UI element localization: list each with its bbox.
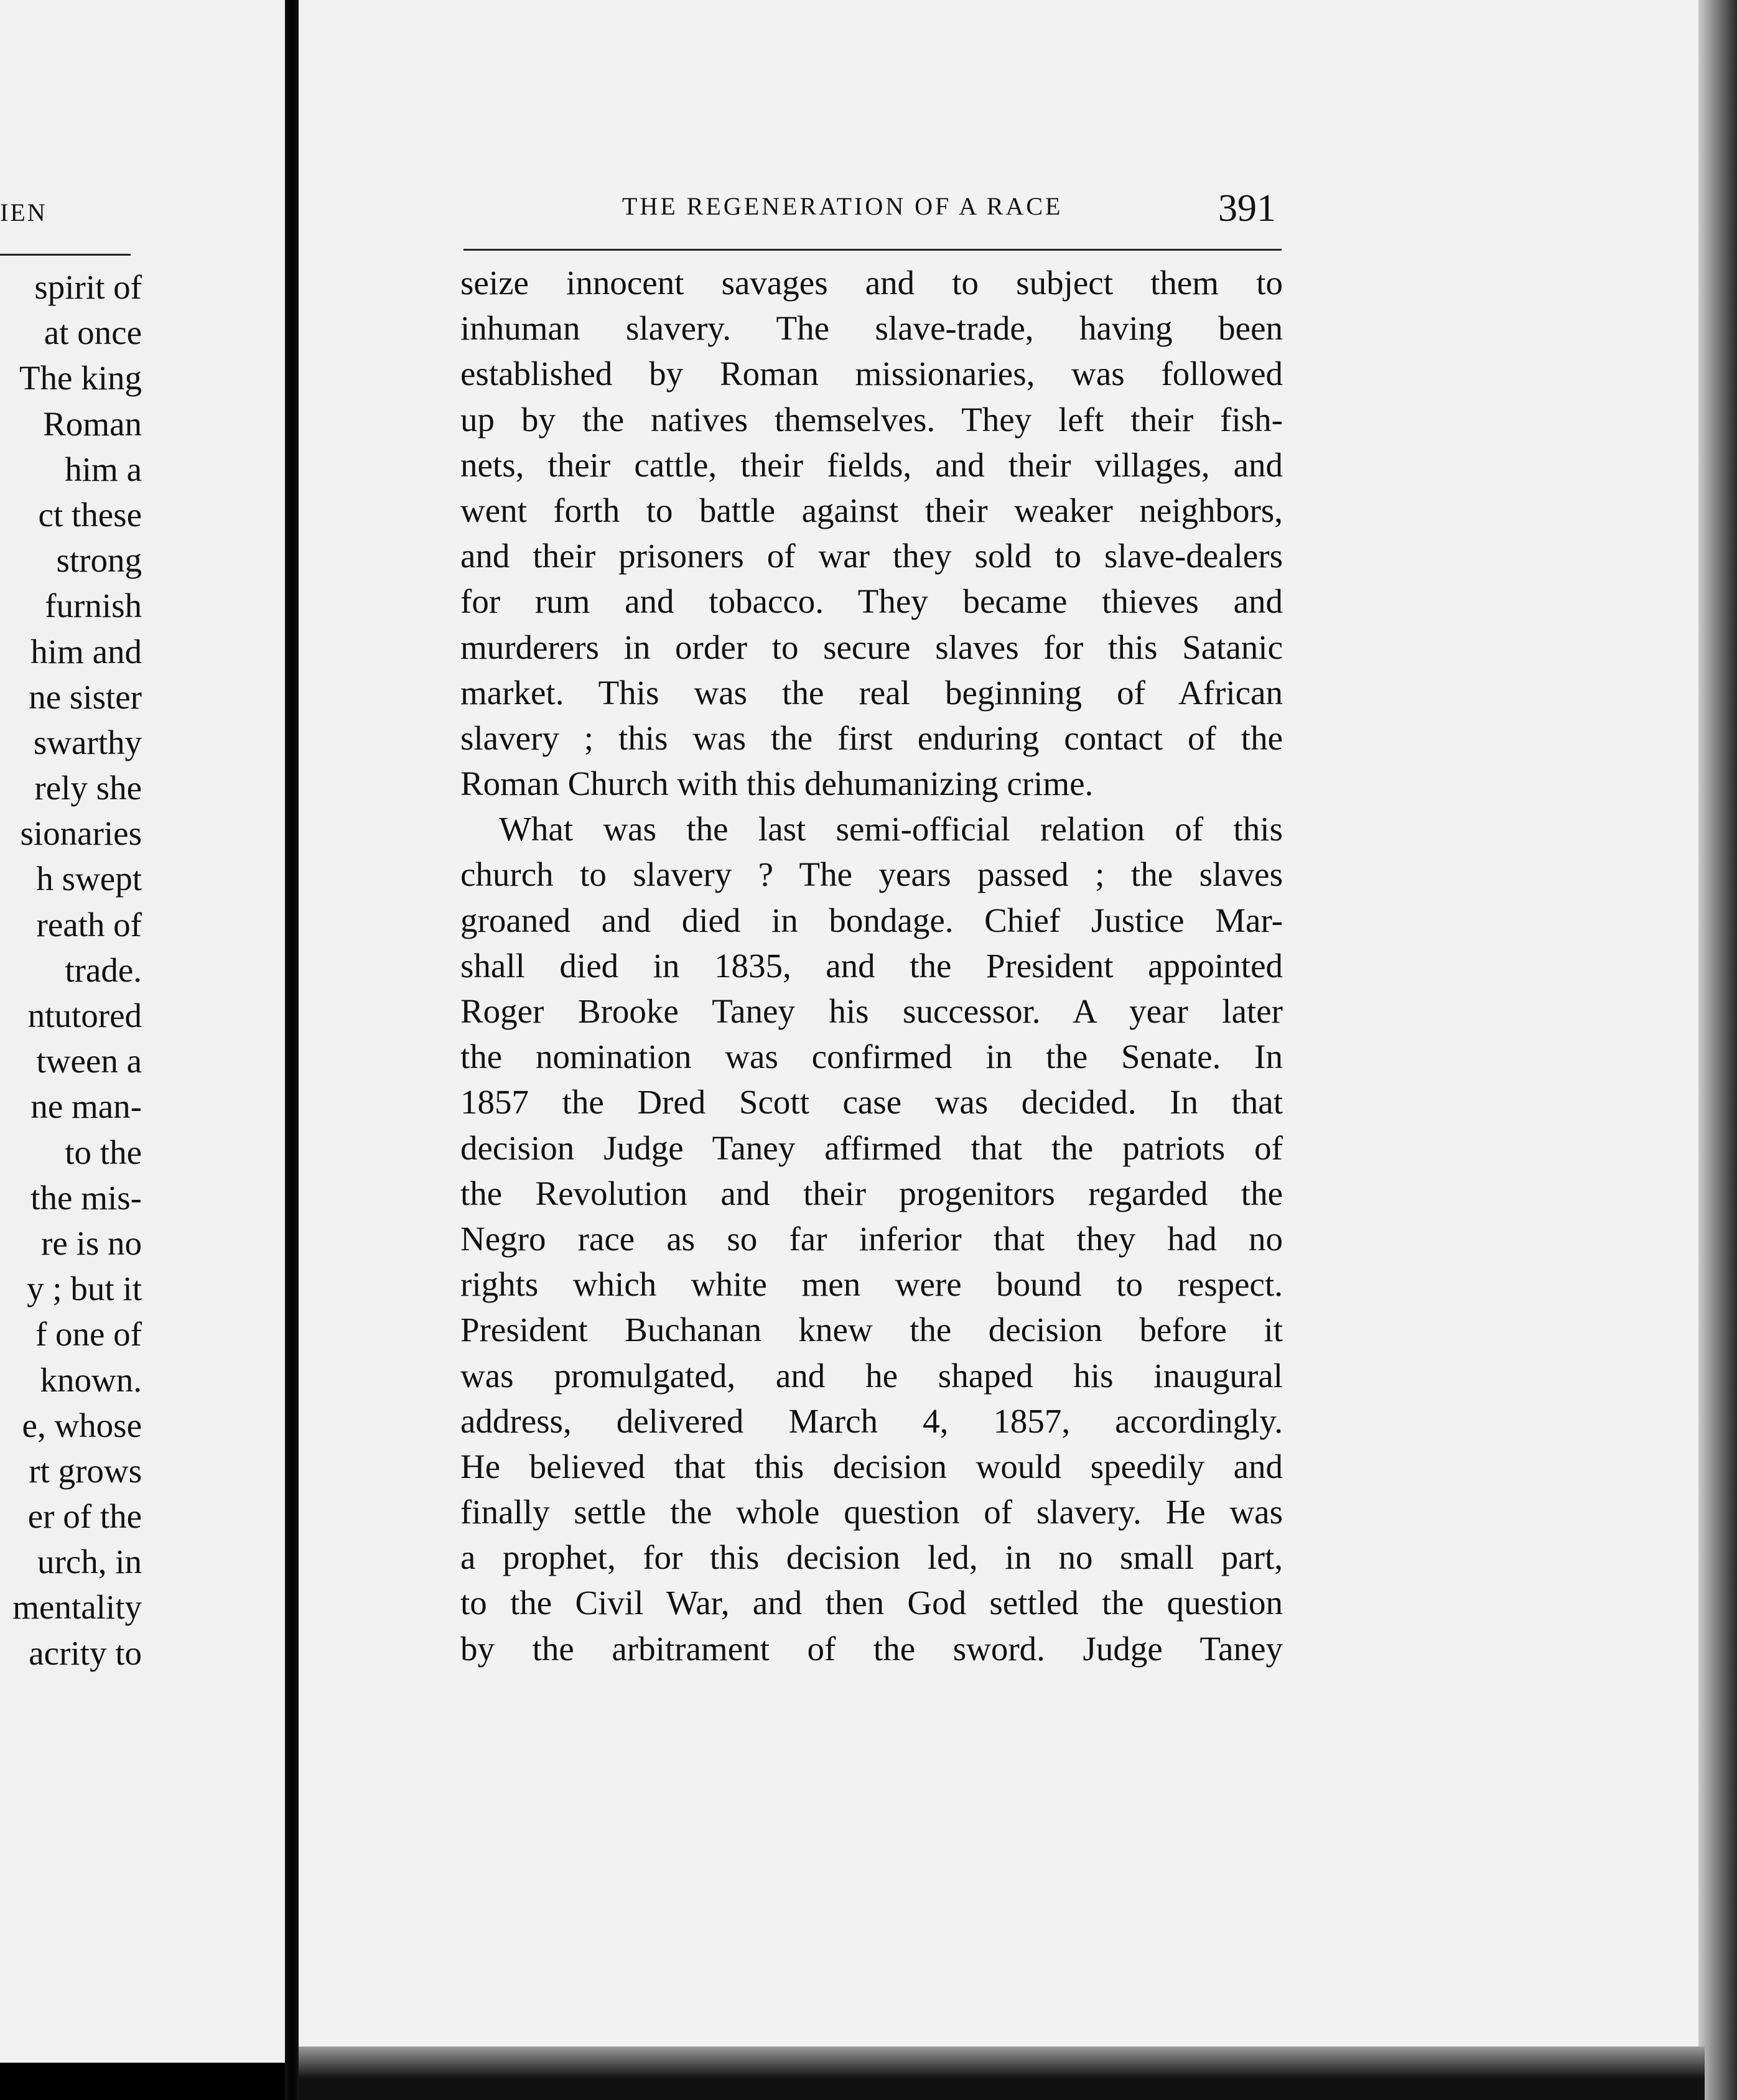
left-text-line: acrity to [29,1633,142,1672]
left-text-line: re is no [41,1224,142,1262]
text-line: seize innocent savages and to subject them to [460,264,1283,302]
left-text-line: spirit of [34,268,142,306]
text-line: Roger Brooke Taney his successor. A year later [460,992,1283,1030]
left-page-text [12,264,142,1676]
left-text-line: rely she [34,769,142,807]
text-line: and their prisoners of war they sold to slave-dealers [460,537,1283,575]
text-line: the Revolution and their progenitors regarded the [460,1174,1283,1212]
left-text-line: er of the [27,1497,142,1536]
text-line: What was the last semi-official relation of this [499,810,1283,848]
text-line: 1857 the Dred Scott case was decided. In that [460,1083,1283,1122]
left-text-line: ne man- [30,1087,142,1126]
left-text-line: tween a [36,1042,142,1080]
page-body-text [460,260,1283,1671]
left-text-line: ct these [38,495,142,534]
left-facing-page [0,0,285,2063]
header-rule [463,249,1282,251]
left-text-line: reath of [36,905,142,944]
text-line: slavery ; this was the first enduring contact of the [460,718,1283,757]
left-text-line: at once [44,314,142,352]
left-text-line: swarthy [33,723,142,761]
text-line: inhuman slavery. The slave-trade, having been [460,309,1283,348]
text-line: decision Judge Taney affirmed that the patriots of [460,1128,1283,1167]
left-text-line: furnish [45,587,142,625]
text-line: Negro race as so far inferior that they had no [460,1219,1283,1258]
text-line: for rum and tobacco. They became thieves and [460,582,1283,621]
text-line: to the Civil War, and then God settled the question [460,1584,1283,1622]
text-line: Roman Church with this dehumanizing crime. [460,764,1094,803]
left-text-line: e, whose [22,1406,142,1444]
text-line: rights which white men were bound to respect. [460,1265,1283,1304]
text-line: the nomination was confirmed in the Senate. In [460,1038,1283,1076]
text-line: shall died in 1835, and the President appointed [460,946,1283,985]
left-text-line: ntutored [27,997,142,1034]
text-line: by the arbitrament of the sword. Judge Taney [460,1629,1283,1668]
left-text-line: known. [40,1360,142,1399]
text-line: groaned and died in bondage. Chief Justice Mar- [460,901,1283,939]
text-line: market. This was the real beginning of African [460,673,1283,712]
left-text-line: him a [65,450,142,488]
left-text-line: Roman [43,404,142,443]
text-line: President Buchanan knew the decision before it [460,1311,1283,1349]
text-line: finally settle the whole question of slavery. He was [460,1493,1283,1531]
left-text-line: sionaries [20,814,142,853]
text-line: He believed that this decision would speedily and [460,1447,1283,1485]
page-bottom-edge [299,2047,1705,2100]
text-line: address, delivered March 4, 1857, accordingly. [460,1401,1283,1440]
text-line: nets, their cattle, their fields, and their villages, and [460,445,1283,484]
left-text-line: urch, in [37,1543,142,1581]
left-text-line: f one of [35,1315,142,1354]
page-edge-shadow [1698,0,1737,2100]
left-text-line: h swept [36,860,142,898]
left-text-line: y ; but it [27,1270,142,1308]
left-text-line: the mis- [30,1178,142,1217]
text-line: went forth to battle against their weaker neighbors, [460,491,1283,529]
left-running-head: IEN [0,198,47,226]
page-number: 391 [1218,187,1276,230]
left-text-line: rt grows [29,1451,142,1490]
left-text-line: to the [65,1133,142,1171]
left-text-line: him and [30,632,142,671]
running-head: THE REGENERATION OF A RACE [622,192,1063,220]
left-text-line: trade. [65,950,142,989]
text-line: was promulgated, and he shaped his inaugural [460,1356,1283,1395]
text-line: established by Roman missionaries, was followed [460,355,1283,393]
left-text-line: ne sister [29,677,142,716]
text-line: up by the natives themselves. They left their fish- [460,400,1283,439]
left-text-line: The king [19,359,142,397]
text-line: a prophet, for this decision led, in no small part, [460,1538,1283,1577]
text-line: church to slavery ? The years passed ; the slaves [460,855,1283,894]
left-text-line: mentality [12,1588,142,1627]
left-header-rule [0,254,131,256]
left-text-line: strong [56,541,142,580]
text-line: murderers in order to secure slaves for this Satanic [460,628,1283,666]
